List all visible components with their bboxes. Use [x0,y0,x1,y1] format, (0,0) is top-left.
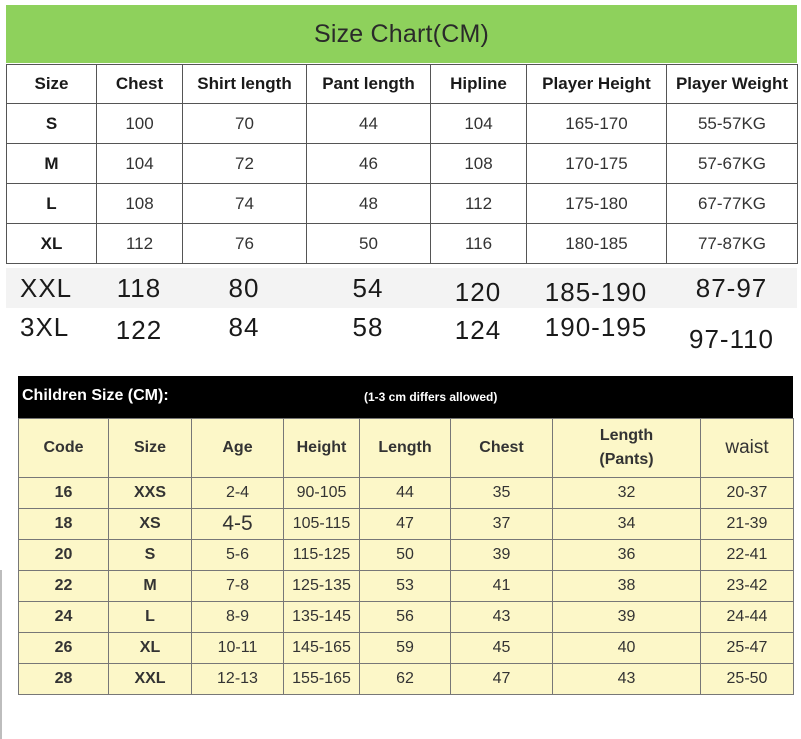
cell-hipline: 116 [431,224,527,264]
table-row [7,144,798,184]
cell-pant-length: 46 [307,144,431,184]
cell-age: 12-13 [192,664,284,695]
header-height: Height [284,419,360,478]
children-header-row [19,419,794,478]
cell-player-height: 190-195 [544,311,648,342]
cell-chest: 100 [97,104,183,144]
cell-player-height: 185-190 [544,276,648,307]
header-size: Size [7,65,97,104]
cell-size: XXL [109,664,192,695]
cell-length-pants: 36 [553,540,701,571]
table-row [19,509,794,540]
header-size: Size [109,419,192,478]
cell-age: 10-11 [192,633,284,664]
cell-waist: 25-50 [701,664,794,695]
table-row [19,571,794,602]
cell-hipline: 108 [431,144,527,184]
cell-size: L [109,602,192,633]
cell-chest: 43 [451,602,553,633]
cell-pant-length: 54 [352,272,384,303]
cell-size: XL [109,633,192,664]
children-chart-title: Children Size (CM): [22,387,169,404]
cell-code: 20 [19,540,109,571]
cell-height: 90-105 [284,478,360,509]
cell-size: 3XL [20,311,70,342]
cell-length: 56 [360,602,451,633]
cell-player-height: 170-175 [527,144,667,184]
cell-size: M [109,571,192,602]
header-shirt-length: Shirt length [183,65,307,104]
cell-shirt-length: 72 [183,144,307,184]
cell-length: 53 [360,571,451,602]
cell-height: 125-135 [284,571,360,602]
cell-age: 8-9 [192,602,284,633]
cell-code: 28 [19,664,109,695]
header-length-pants: Length (Pants) [553,419,701,478]
cell-waist: 21-39 [701,509,794,540]
cell-player-weight: 55-57KG [667,104,798,144]
header-hipline: Hipline [431,65,527,104]
cell-player-weight: 97-110 [688,323,775,354]
cell-length: 44 [360,478,451,509]
children-size-table [18,418,794,695]
table-row [7,104,798,144]
cell-age: 2-4 [192,478,284,509]
cell-age: 5-6 [192,540,284,571]
cell-length: 62 [360,664,451,695]
cell-height: 145-165 [284,633,360,664]
cell-length-pants: 39 [553,602,701,633]
cell-hipline: 112 [431,184,527,224]
cell-waist: 25-47 [701,633,794,664]
cell-size: XL [7,224,97,264]
header-chest: Chest [451,419,553,478]
cell-waist: 20-37 [701,478,794,509]
cell-chest: 112 [97,224,183,264]
cell-code: 26 [19,633,109,664]
cell-chest: 122 [115,314,163,345]
cell-chest: 37 [451,509,553,540]
header-player-weight: Player Weight [667,65,798,104]
cell-height: 115-125 [284,540,360,571]
adult-chart-title: Size Chart(CM) [6,5,797,63]
cell-player-weight: 87-97 [695,272,768,303]
header-player-height: Player Height [527,65,667,104]
children-chart-header [18,376,793,418]
cell-shirt-length: 84 [228,311,260,342]
tolerance-note: (1-3 cm differs allowed) [364,390,498,404]
table-row [7,224,798,264]
cell-player-weight: 67-77KG [667,184,798,224]
cell-pant-length: 48 [307,184,431,224]
adult-row-xxl [6,268,797,308]
scan-edge-divider [0,570,2,739]
header-code: Code [19,419,109,478]
cell-size: L [7,184,97,224]
table-row [19,478,794,509]
cell-shirt-length: 80 [228,272,260,303]
header-chest: Chest [97,65,183,104]
cell-hipline: 124 [454,314,502,345]
cell-hipline: 104 [431,104,527,144]
cell-size: S [109,540,192,571]
table-row [7,184,798,224]
cell-length-pants: 40 [553,633,701,664]
cell-length-pants: 34 [553,509,701,540]
header-waist: waist [701,419,794,478]
cell-shirt-length: 70 [183,104,307,144]
cell-player-height: 175-180 [527,184,667,224]
cell-hipline: 120 [454,276,502,307]
cell-age: 4-5 [192,509,284,540]
cell-waist: 24-44 [701,602,794,633]
cell-size: M [7,144,97,184]
cell-length-pants: 38 [553,571,701,602]
cell-length-pants: 43 [553,664,701,695]
cell-player-weight: 57-67KG [667,144,798,184]
cell-chest: 104 [97,144,183,184]
header-length: Length [360,419,451,478]
header-pant-length: Pant length [307,65,431,104]
cell-length: 59 [360,633,451,664]
cell-chest: 41 [451,571,553,602]
cell-pant-length: 58 [352,311,384,342]
cell-code: 16 [19,478,109,509]
cell-chest: 45 [451,633,553,664]
cell-age: 7-8 [192,571,284,602]
cell-chest: 35 [451,478,553,509]
cell-player-height: 180-185 [527,224,667,264]
cell-height: 135-145 [284,602,360,633]
cell-shirt-length: 76 [183,224,307,264]
cell-length: 50 [360,540,451,571]
cell-pant-length: 44 [307,104,431,144]
cell-size: XXL [20,272,73,303]
adult-header-row [7,65,798,104]
header-age: Age [192,419,284,478]
cell-size: XXS [109,478,192,509]
table-row [19,633,794,664]
cell-pant-length: 50 [307,224,431,264]
cell-player-weight: 77-87KG [667,224,798,264]
table-row [19,664,794,695]
cell-player-height: 165-170 [527,104,667,144]
cell-length-pants: 32 [553,478,701,509]
cell-waist: 23-42 [701,571,794,602]
cell-chest: 118 [116,272,162,303]
table-row [19,602,794,633]
cell-chest: 47 [451,664,553,695]
cell-waist: 22-41 [701,540,794,571]
cell-code: 22 [19,571,109,602]
cell-chest: 39 [451,540,553,571]
cell-code: 18 [19,509,109,540]
cell-size: XS [109,509,192,540]
cell-length: 47 [360,509,451,540]
table-row [19,540,794,571]
cell-size: S [7,104,97,144]
cell-code: 24 [19,602,109,633]
cell-height: 105-115 [284,509,360,540]
cell-shirt-length: 74 [183,184,307,224]
cell-chest: 108 [97,184,183,224]
adult-row-3xl [6,310,797,354]
adult-size-table [6,64,798,264]
cell-height: 155-165 [284,664,360,695]
